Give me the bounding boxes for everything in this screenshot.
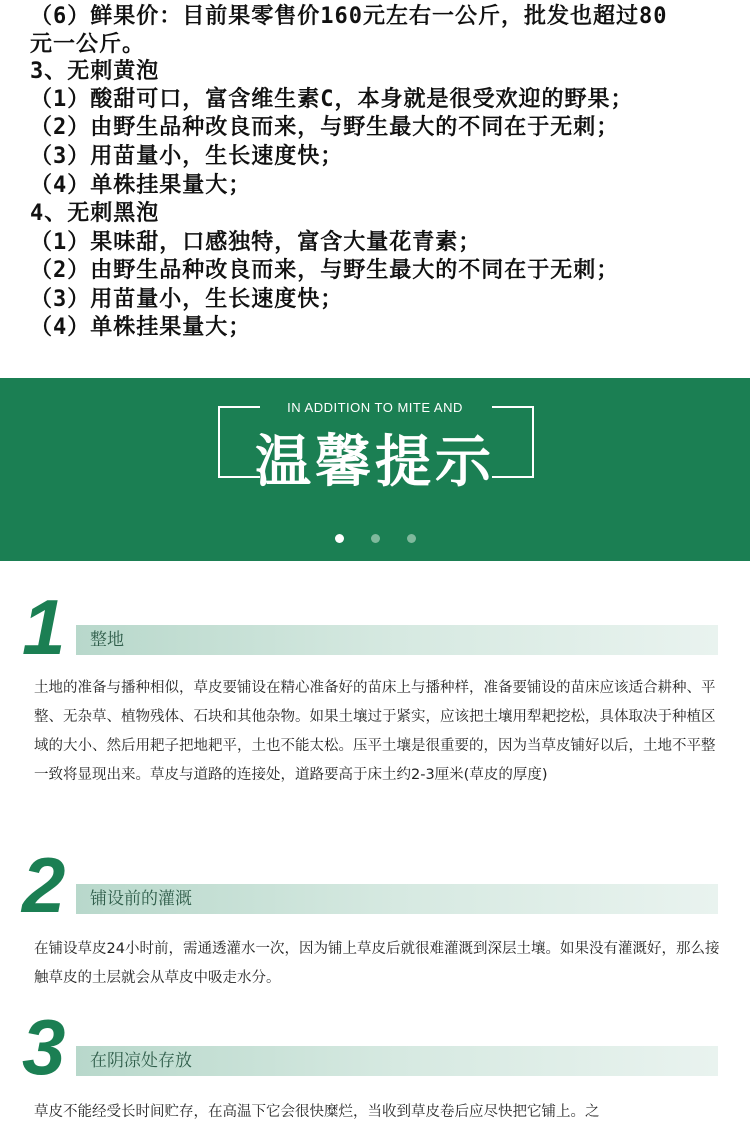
list-heading: 3、无刺黄泡 bbox=[30, 59, 160, 84]
banner-subtitle-text: IN ADDITION TO MITE AND bbox=[277, 400, 473, 415]
list-line: （2）由野生品种改良而来，与野生最大的不同在于无刺； bbox=[30, 115, 620, 140]
carousel-dot-3[interactable] bbox=[407, 534, 416, 543]
list-line: （1）酸甜可口，富含维生素C，本身就是很受欢迎的野果； bbox=[30, 87, 634, 112]
list-line: （6）鲜果价：目前果零售价160元左右一公斤，批发也超过80 bbox=[30, 4, 668, 29]
list-line: （4）单株挂果量大； bbox=[30, 173, 252, 198]
section-header-bar bbox=[76, 625, 718, 655]
section-number: 2 bbox=[22, 841, 66, 929]
list-line: （2）由野生品种改良而来，与野生最大的不同在于无刺； bbox=[30, 258, 620, 283]
list-line: （4）单株挂果量大； bbox=[30, 315, 252, 340]
list-line: （1）果味甜，口感独特，富含大量花青素； bbox=[30, 230, 482, 255]
carousel-dots bbox=[0, 534, 750, 544]
section-number: 3 bbox=[22, 1003, 66, 1091]
carousel-dot-2[interactable] bbox=[371, 534, 380, 543]
tips-banner bbox=[0, 378, 750, 561]
section-title: 在阴凉处存放 bbox=[90, 1051, 192, 1071]
carousel-dot-1[interactable] bbox=[335, 534, 344, 543]
banner-subtitle bbox=[0, 400, 750, 415]
section-body: 草皮不能经受长时间贮存，在高温下它会很快糜烂，当收到草皮卷后应尽快把它铺上。之 bbox=[34, 1104, 600, 1120]
banner-title: 温馨提示 bbox=[255, 430, 495, 495]
section-number: 1 bbox=[22, 583, 66, 671]
list-line: 元一公斤。 bbox=[30, 32, 146, 57]
section-title: 铺设前的灌溉 bbox=[90, 889, 192, 909]
list-heading: 4、无刺黑泡 bbox=[30, 201, 160, 226]
section-body: 土地的准备与播种相似，草皮要铺设在精心准备好的苗床上与播种样，准备要铺设的苗床应该适合耕种、平整、无杂草、植物残体、石块和其他杂物。如果土壤过于紧实，应该把土壤用犁耙挖松，具体取决于种植区域的大小、然后用耙子把地耙平，土也不能太松。压平土壤是很重要的，因为当草皮铺好以后，土地不平整一致将显现出来。草皮与道路的连接处，道路要高于床土约2-3厘米(草皮的厚度) bbox=[34, 680, 716, 783]
list-line: （3）用苗量小，生长速度快； bbox=[30, 144, 344, 169]
section-body: 在铺设草皮24小时前，需通透灌水一次，因为铺上草皮后就很难灌溉到深层土壤。如果没有灌溉好，那么接触草皮的土层就会从草皮中吸走水分。 bbox=[34, 941, 720, 986]
list-line: （3）用苗量小，生长速度快； bbox=[30, 287, 344, 312]
section-title: 整地 bbox=[90, 630, 124, 650]
